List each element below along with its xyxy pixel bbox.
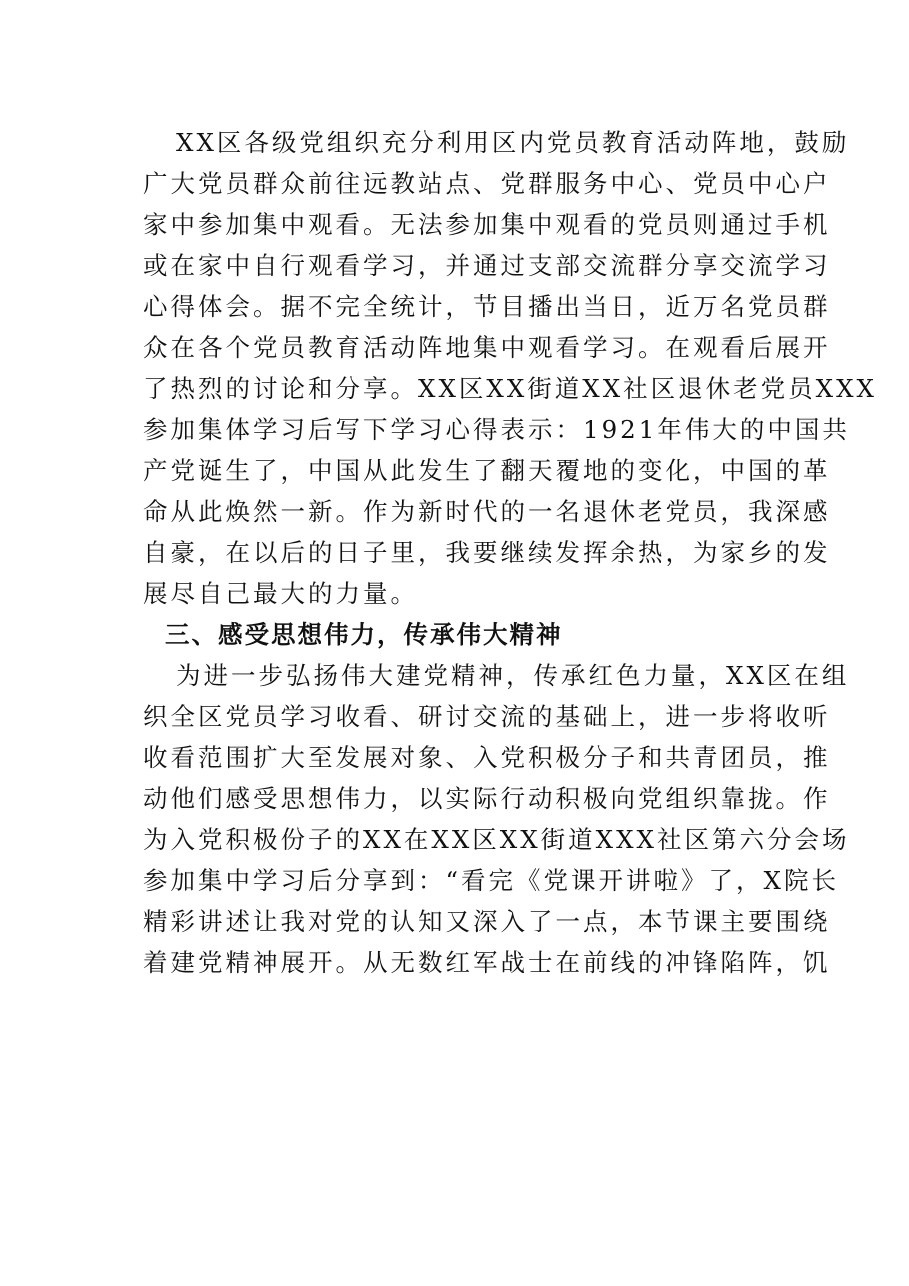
paragraph-1-line-12: 展尽自己最大的力量。: [143, 579, 418, 608]
paragraph-2-line-3: 收看范围扩大至发展对象、入党积极分子和共青团员，推: [143, 743, 831, 772]
paragraph-2-line-8: 着建党精神展开。从无数红军战士在前线的冲锋陷阵，饥: [143, 948, 831, 977]
paragraph-2-line-1: 为进一步弘扬伟大建党精神，传承红色力量，XX区在组: [176, 661, 850, 690]
paragraph-1-line-10: 命从此焕然一新。作为新时代的一名退休老党员，我深感: [143, 497, 831, 526]
paragraph-1-line-2: 广大党员群众前往远教站点、党群服务中心、党员中心户: [143, 169, 831, 198]
paragraph-1-line-8: 参加集体学习后写下学习心得表示：1921年伟大的中国共: [143, 415, 850, 444]
paragraph-1-line-9: 产党诞生了，中国从此发生了翻天覆地的变化，中国的革: [143, 456, 831, 485]
paragraph-2-line-2: 织全区党员学习收看、研讨交流的基础上，进一步将收听: [143, 702, 831, 731]
paragraph-1-line-11: 自豪，在以后的日子里，我要继续发挥余热，为家乡的发: [143, 538, 831, 567]
paragraph-2-line-4: 动他们感受思想伟力，以实际行动积极向党组织靠拢。作: [143, 784, 831, 813]
section-heading: 三、感受思想伟力，传承伟大精神: [165, 620, 563, 649]
paragraph-1-line-1: XX区各级党组织充分利用区内党员教育活动阵地，鼓励: [176, 128, 850, 157]
paragraph-1-line-3: 家中参加集中观看。无法参加集中观看的党员则通过手机: [143, 210, 831, 239]
document-body: [143, 122, 877, 983]
paragraph-1-line-6: 众在各个党员教育活动阵地集中观看学习。在观看后展开: [143, 333, 831, 362]
paragraph-2-line-6: 参加集中学习后分享到：“看完《党课开讲啦》了，X院长: [143, 866, 839, 895]
paragraph-2-line-5: 为入党积极份子的XX在XX区XX街道XXX社区第六分会场: [143, 825, 850, 854]
paragraph-1-line-7: 了热烈的讨论和分享。XX区XX街道XX社区退休老党员XXX: [143, 374, 877, 403]
paragraph-2-line-7: 精彩讲述让我对党的认知又深入了一点，本节课主要围绕: [143, 907, 831, 936]
paragraph-1-line-5: 心得体会。据不完全统计，节目播出当日，近万名党员群: [143, 292, 831, 321]
paragraph-1-line-4: 或在家中自行观看学习，并通过支部交流群分享交流学习: [143, 251, 831, 280]
